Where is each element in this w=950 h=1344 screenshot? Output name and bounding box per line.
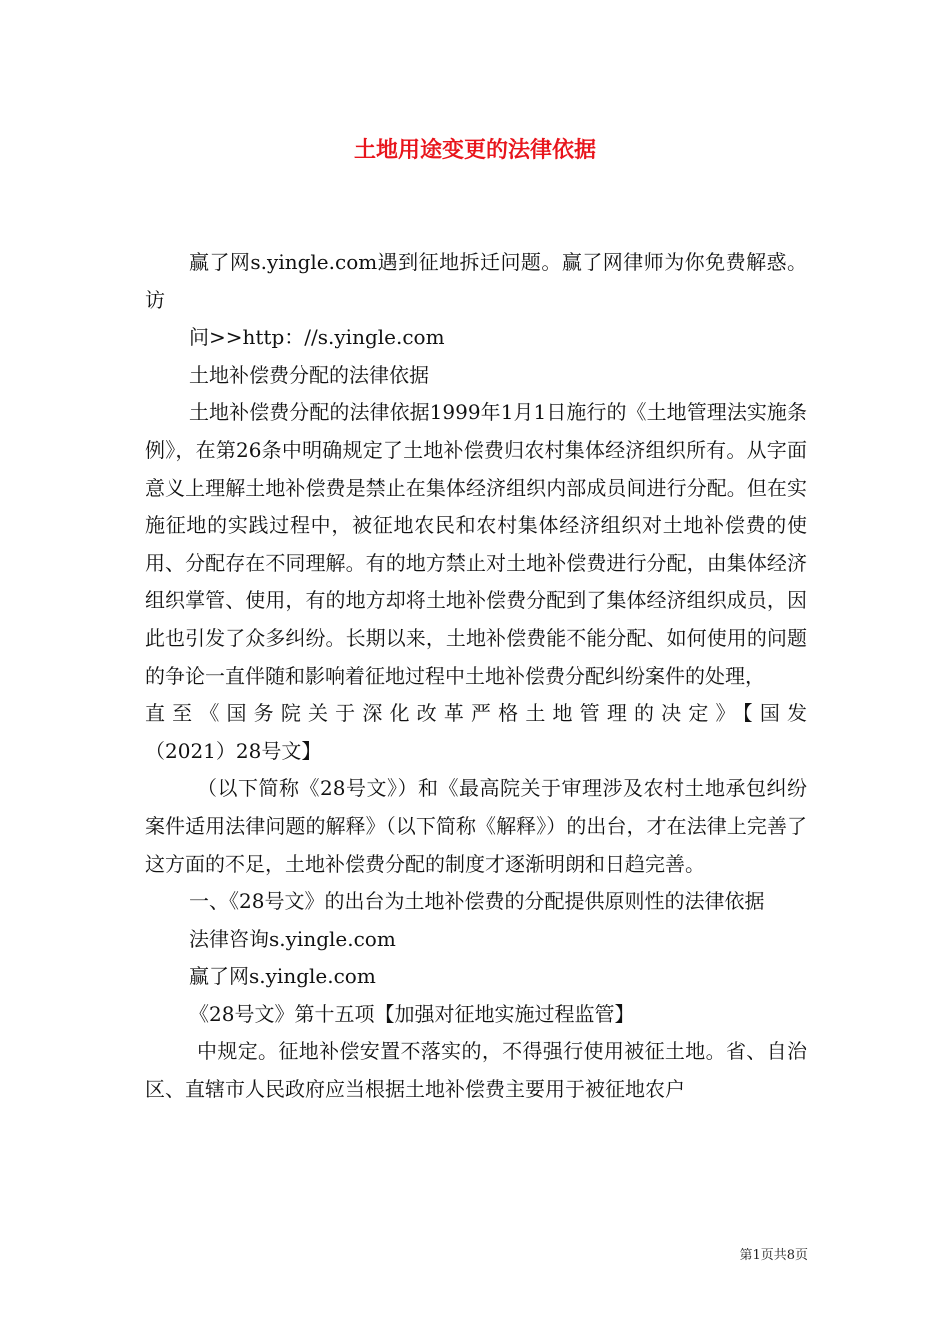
paragraph-legal-basis: 土地补偿费分配的法律依据1999年1月1日施行的《土地管理法实施条例》，在第26条中明确规定了土地补偿费归农村集体经济组织所有。从字面意义上理解土地补偿费是禁止在集体经济组织内部成员间进行分配。但在实施征地的实践过程中，被征地农民和农村集体经济组织对土地补偿费的使用、分配存在不同理解。有的地方禁止对土地补偿费进行分配，由集体经济组织掌管、使用，有的地方却将土地补偿费分配到了集体经济组织成员，因此也引发了众多纠纷。长期以来，土地补偿费能不能分配、如何使用的问题的争论一直伴随和影响着征地过程中土地补偿费分配纠纷案件的处理， bbox=[145, 400, 807, 688]
paragraph-interpretation: （以下简称《28号文》）和《最高院关于审理涉及农村土地承包纠纷案件适用法律问题的解释》（以下简称《解释》）的出台，才在法律上完善了这方面的不足，土地补偿费分配的制度才逐渐明朗和日趋完善。 bbox=[145, 776, 807, 876]
paragraph-regulation: 中规定。征地补偿安置不落实的，不得强行使用被征土地。省、自治区、直辖市人民政府应当根据土地补偿费主要用于被征地农户 bbox=[145, 1039, 807, 1102]
document-body bbox=[145, 244, 807, 1109]
paragraph-intro: 赢了网s.yingle.com遇到征地拆迁问题。赢了网律师为你免费解惑。访 bbox=[145, 250, 807, 312]
page-number: 第1页共8页 bbox=[739, 1248, 808, 1263]
section-heading-one: 一、《28号文》的出台为土地补偿费的分配提供原则性的法律依据 bbox=[189, 889, 765, 914]
paragraph-document-number: （2021）28号文】 bbox=[145, 738, 322, 763]
document-title: 土地用途变更的法律依据 bbox=[353, 137, 596, 163]
paragraph-item-fifteen: 《28号文》第十五项【加强对征地实施过程监管】 bbox=[189, 1001, 635, 1026]
paragraph-site-name: 赢了网s.yingle.com bbox=[189, 964, 376, 989]
paragraph-legal-consult: 法律咨询s.yingle.com bbox=[189, 926, 396, 951]
paragraph-subheading: 土地补偿费分配的法律依据 bbox=[189, 362, 429, 387]
paragraph-state-council-decision: 直至《国务院关于深化改革严格土地管理的决定》【国发 bbox=[145, 701, 807, 726]
paragraph-visit-link: 问>>http：//s.yingle.com bbox=[189, 325, 445, 350]
